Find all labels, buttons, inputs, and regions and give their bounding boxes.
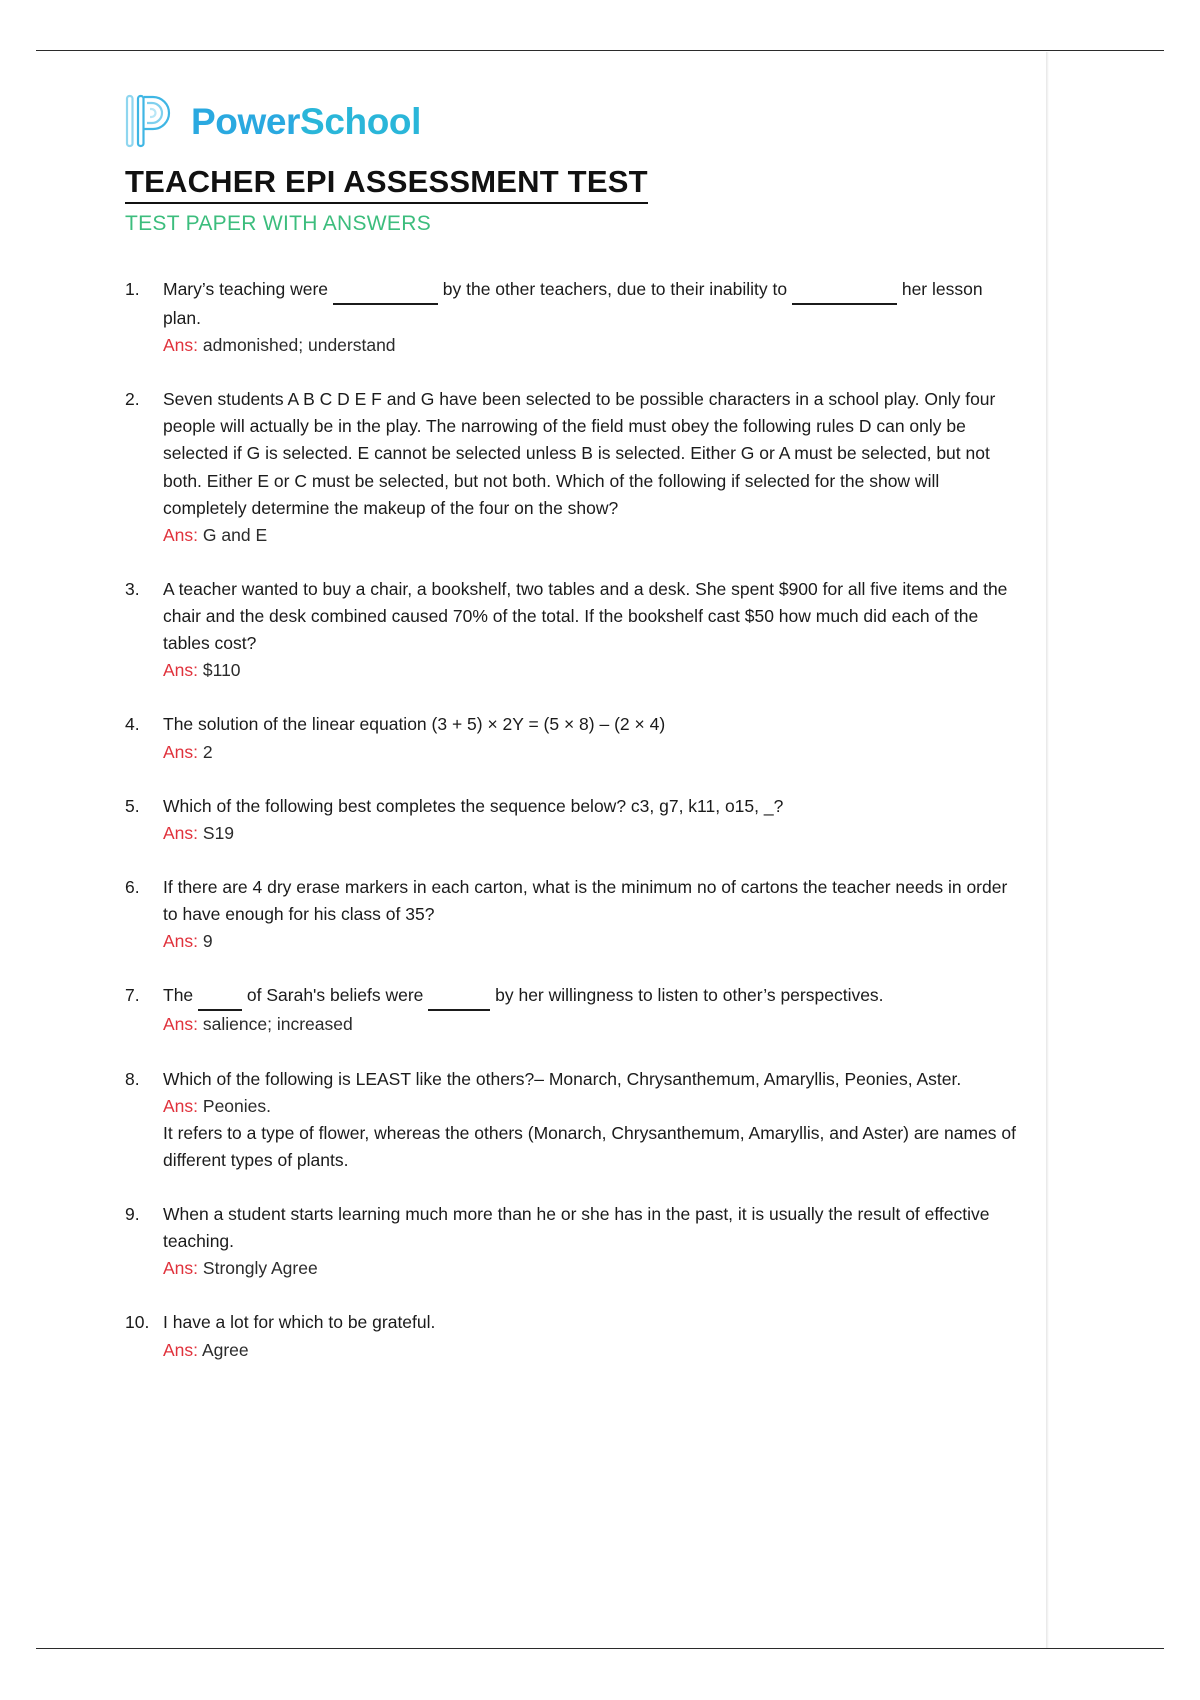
answer-label: Ans: (163, 822, 199, 843)
answer-value: $110 (202, 660, 241, 681)
question-text: The solution of the linear equation (3 + 5) × 2Y = (5 × 8) – (2 × 4) (163, 714, 666, 735)
question-item (125, 386, 1025, 549)
answer-label: Ans: (163, 1095, 199, 1116)
question-text: Which of the following is LEAST like the others?– Monarch, Chrysanthemum, Amaryllis, Peonies, Aster. (163, 1068, 962, 1089)
question-item (125, 1201, 1025, 1282)
answer-line (163, 332, 1025, 359)
question-item (125, 1309, 1025, 1363)
logo-word-power: Power (191, 100, 301, 142)
question-body (163, 711, 1025, 765)
answer-label: Ans: (163, 741, 199, 762)
answer-line (163, 657, 1025, 684)
answer-line (163, 522, 1025, 549)
question-text: Seven students A B C D E F and G have been selected to be possible characters in a school play. Only four people will actually be in the play. The narrowing of the field must obey the following rules D can only be selected if G is selected. E cannot be selected unless B is selected. Either G or A must be selected, but not both. Either E or C must be selected, but not both. Which of the following if selected for the show will completely determine the makeup of the four on the show? (163, 389, 996, 518)
question-body (163, 576, 1025, 685)
answer-label: Ans: (163, 660, 199, 681)
question-item (125, 1066, 1025, 1175)
answer-value: 9 (202, 931, 213, 952)
fill-in-blank (198, 982, 242, 1011)
question-item (125, 982, 1025, 1038)
question-text (163, 982, 1025, 1011)
logo-word-school: School (300, 100, 421, 142)
question-text-part2: by the other teachers, due to their inability to (437, 278, 792, 299)
question-body (163, 874, 1025, 955)
question-number: 6. (125, 876, 140, 897)
question-body (163, 386, 1025, 549)
page-right-edge-shadow (1046, 52, 1049, 1648)
question-number: 1. (125, 278, 140, 299)
question-body (163, 1066, 1025, 1175)
question-body (163, 982, 1025, 1038)
fill-in-blank (792, 276, 897, 305)
answer-label: Ans: (163, 335, 199, 356)
question-text-part3: her lesson plan. (163, 278, 983, 328)
question-text-part3: by her willingness to listen to other’s perspectives. (490, 985, 884, 1006)
answer-value: G and E (202, 524, 268, 545)
answer-value: salience; increased (202, 1014, 353, 1035)
question-text: I have a lot for which to be grateful. (163, 1312, 436, 1333)
answer-value: Agree (201, 1339, 249, 1360)
answer-label: Ans: (163, 1339, 199, 1360)
answer-line (163, 820, 1025, 847)
answer-line (163, 1255, 1025, 1282)
powerschool-p-logo-icon (125, 92, 177, 150)
question-number: 8. (125, 1068, 140, 1089)
answer-value: S19 (202, 822, 235, 843)
powerschool-logo (125, 90, 1025, 152)
question-body (163, 1309, 1025, 1363)
answer-line (163, 1093, 1025, 1120)
question-number: 5. (125, 795, 140, 816)
question-number: 3. (125, 578, 140, 599)
answer-value: admonished; understand (202, 335, 396, 356)
answer-value: 2 (202, 741, 213, 762)
question-item (125, 874, 1025, 955)
answer-line (163, 1011, 1025, 1038)
question-text: A teacher wanted to buy a chair, a bookshelf, two tables and a desk. She spent $900 for all five items and the chair and the desk combined caused 70% of the total. If the bookshelf cast $50 how much did each of the tables cost? (163, 578, 1008, 654)
question-item (125, 276, 1025, 359)
page-title: TEACHER EPI ASSESSMENT TEST (125, 164, 648, 204)
question-text: If there are 4 dry erase markers in each carton, what is the minimum no of cartons the teacher needs in order to have enough for his class of 35? (163, 876, 1008, 925)
powerschool-wordmark (191, 100, 421, 142)
question-text (163, 276, 1025, 332)
question-text: Which of the following best completes the sequence below? c3, g7, k11, o15, _? (163, 795, 784, 816)
question-text-part1: The (163, 985, 199, 1006)
question-item (125, 576, 1025, 685)
question-number: 4. (125, 714, 140, 735)
answer-label: Ans: (163, 524, 199, 545)
question-text-part1: Mary’s teaching were (163, 278, 333, 299)
answer-line (163, 928, 1025, 955)
fill-in-blank (428, 982, 490, 1011)
question-item (125, 793, 1025, 847)
answer-label: Ans: (163, 1258, 199, 1279)
question-body (163, 793, 1025, 847)
answer-line (163, 1337, 1025, 1364)
document-content (125, 90, 1025, 1391)
page-subtitle: TEST PAPER WITH ANSWERS (125, 211, 431, 235)
answer-value: Strongly Agree (202, 1258, 318, 1279)
question-number: 7. (125, 985, 140, 1006)
question-item (125, 711, 1025, 765)
answer-explanation: It refers to a type of flower, whereas the others (Monarch, Chrysanthemum, Amaryllis, and Aster) are names of different types of plants. (163, 1122, 1017, 1170)
question-text: When a student starts learning much more than he or she has in the past, it is usually the result of effective teaching. (163, 1204, 990, 1252)
question-number: 2. (125, 389, 140, 410)
question-body (163, 276, 1025, 359)
question-text-part2: of Sarah's beliefs were (242, 985, 429, 1006)
fill-in-blank (333, 276, 438, 305)
page-top-rule (36, 50, 1164, 51)
question-list (125, 276, 1025, 1364)
question-number: 10. (125, 1312, 150, 1333)
answer-line (163, 739, 1025, 766)
page-bottom-rule (36, 1648, 1164, 1649)
answer-label: Ans: (163, 931, 199, 952)
answer-value: Peonies. (202, 1095, 272, 1116)
question-body (163, 1201, 1025, 1282)
answer-label: Ans: (163, 1014, 199, 1035)
question-number: 9. (125, 1204, 140, 1225)
